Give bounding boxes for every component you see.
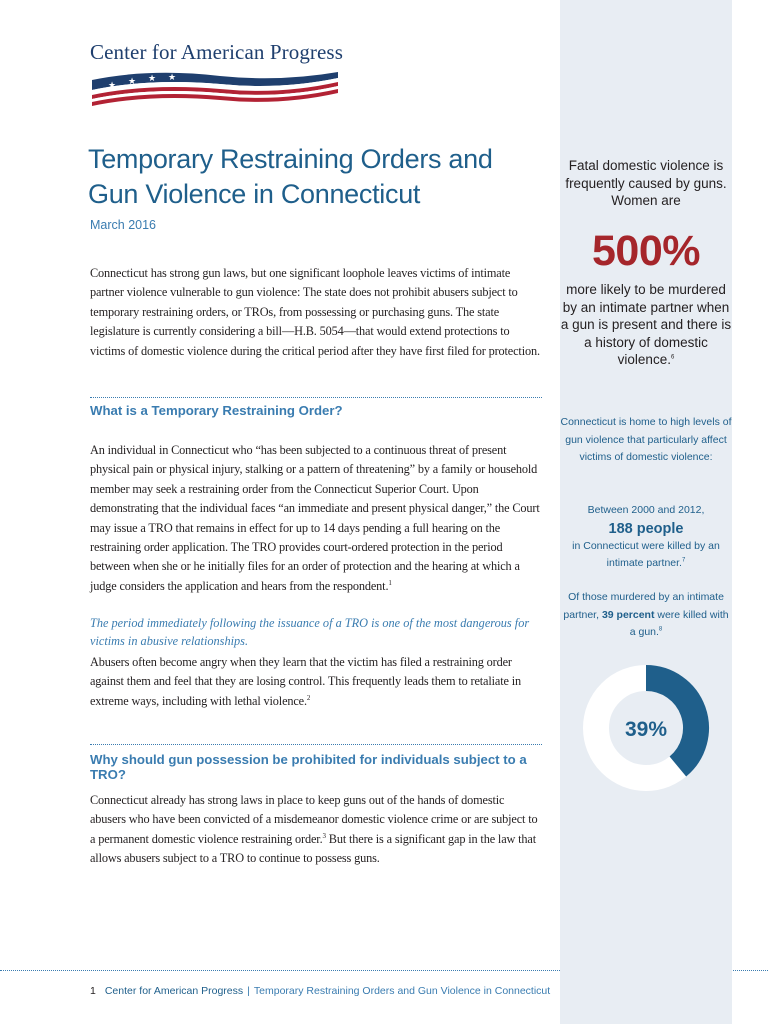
sidebar-39-post: were killed with a gun.: [629, 608, 729, 638]
page-footer: [90, 985, 550, 997]
footnote-marker: 2: [306, 693, 311, 702]
footnote-marker: 7: [681, 557, 686, 564]
logo-wordmark: Center for American Progress: [90, 40, 343, 64]
footnote-marker: 8: [658, 626, 663, 633]
svg-text:★: ★: [128, 77, 137, 87]
sidebar-188-stat: 188 people: [608, 520, 684, 537]
abuser-text: Abusers often become angry when they learn that the victim has filed a restraining order against them and feel that they are losing control. This frequently leads them to retaliate in extreme ways, including with lethal violence.: [90, 655, 521, 708]
callout-quote: The period immediately following the issuance of a TRO is one of the most dangerous for victims in abusive relationships.: [90, 616, 530, 648]
tro-definition-text: An individual in Connecticut who “has been subjected to a continuous threat of present physical pain or physical injury, stalking or a pattern of threatening” by a family or household member may seek a restraining order from the Connecticut Superior Court. Upon demonstrating that the individual faces “an immediate and present physical danger,” the Court may issue a TRO that remains in effect for up to 14 days pending a full hearing on the restraining order application. The TRO provides court-ordered protection in the period between when she or he initially files for an order of protection and the hearing at which a judge considers the application and hears from the respondent.: [90, 443, 540, 593]
page-number: 1: [90, 985, 96, 997]
gap-paragraph: [90, 791, 542, 869]
abuser-paragraph: [90, 653, 542, 711]
section-heading-why-prohibit: Why should gun possession be prohibited for individuals subject to a TRO?: [90, 752, 527, 782]
svg-text:★: ★: [108, 81, 117, 91]
footer-doc-title: Temporary Restraining Orders and Gun Violence in Connecticut: [253, 985, 551, 997]
footnote-marker: 1: [388, 578, 392, 587]
publication-date: March 2016: [90, 218, 157, 232]
sidebar-stat-description: [560, 281, 732, 369]
gap-text-a: Connecticut already has strong laws in place to keep guns out of the hands of domestic abusers who have been convicted of a misdemeanor domestic violence crime or are subject to a permanent domestic violence restraining order.: [90, 793, 538, 846]
svg-text:★: ★: [168, 73, 177, 83]
section-heading-what-is-tro: What is a Temporary Restraining Order?: [90, 403, 343, 418]
section-divider: [90, 744, 542, 745]
flag-swoosh-icon: [90, 68, 340, 108]
footer-org: Center for American Progress: [104, 985, 244, 997]
gap-text-b: But there is a significant gap in the law that allows abusers subject to a TRO to continue to possess guns.: [90, 831, 536, 866]
intro-paragraph: Connecticut has strong gun laws, but one significant loophole leaves victims of intimate partner violence vulnerable to gun violence: The state does not prohibit abusers subject to temporary restraining orders, or TROs, from possessing or purchasing guns. The state legislature is currently considering a bill—H.B. 5054—that would extend protections to victims of domestic violence during the critical period after they have first filed for protection.: [90, 266, 540, 358]
footnote-marker: 3: [322, 831, 326, 840]
sidebar-intro-text: Fatal domestic violence is frequently caused by guns. Women are: [565, 158, 727, 208]
footnote-marker: 6: [670, 354, 675, 361]
sidebar-39-stat: 39 percent: [601, 608, 655, 621]
sidebar-39-stat-block: [560, 589, 732, 642]
sidebar-stat-text: more likely to be murdered by an intimate partner when a gun is present and there is a history of domestic violence.: [560, 282, 732, 367]
section-divider: [90, 397, 542, 398]
stats-sidebar: [560, 0, 732, 1024]
gun-share-donut-chart: [582, 664, 710, 792]
cap-logo: [90, 40, 350, 110]
sidebar-context-text: Connecticut is home to high levels of gun violence that particularly affect victims of domestic violence:: [560, 416, 732, 463]
sidebar-188-post: in Connecticut were killed by an intimate partner.: [572, 539, 720, 569]
svg-text:★: ★: [148, 74, 157, 84]
donut-label: 39%: [624, 718, 668, 741]
sidebar-188-stat-block: [560, 502, 732, 573]
footer-separator: |: [247, 985, 250, 997]
sidebar-big-stat: 500%: [592, 227, 700, 275]
page-title: Temporary Restraining Orders and Gun Violence in Connecticut: [88, 144, 493, 209]
tro-definition-paragraph: [90, 441, 542, 596]
sidebar-39-pre: Of those murdered by an intimate partner,: [563, 591, 724, 621]
sidebar-188-pre: Between 2000 and 2012,: [587, 504, 705, 516]
